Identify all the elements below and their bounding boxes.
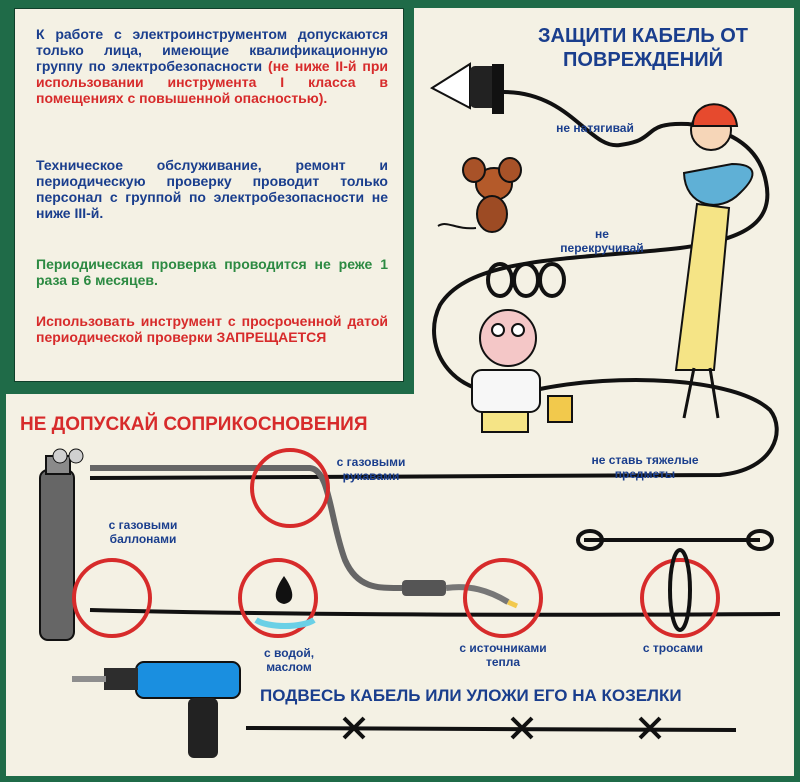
- boy-illustration: [472, 310, 572, 432]
- rule-expired-check: Использовать инструмент с просроченной датой периодической проверки ЗАПРЕЩАЕТСЯ: [36, 313, 388, 345]
- water-oil-label: с водой, маслом: [263, 646, 315, 674]
- cable-line: [90, 92, 777, 478]
- gas-cylinders-label: с газовыми баллонами: [108, 518, 178, 546]
- ropes-label: с тросами: [642, 641, 704, 655]
- protect-cable-title: ЗАЩИТИ КАБЕЛЬ ОТ ПОВРЕЖДЕНИЙ: [538, 25, 748, 71]
- no-twist-label: не перекручивай: [560, 227, 644, 255]
- drill-icon: [72, 662, 240, 758]
- mouse-illustration: [438, 158, 521, 232]
- heat-sources-label: с источниками тепла: [459, 641, 547, 669]
- gas-hoses-label: с газовыми рукавами: [336, 455, 406, 483]
- bottom-cable-line: [90, 610, 780, 615]
- rule-maintenance: Техническое обслуживание, ремонт и периодическую проверку проводит только персонал с группой по электробезопасности не ниже III-й.: [36, 157, 388, 221]
- water-drop-icon: [276, 576, 293, 604]
- rule-periodic-check: Периодическая проверка проводится не реже 1 раза в 6 месяцев.: [36, 256, 388, 288]
- rule-qualification-main: К работе с электроинструментом допускаются только лица, имеющие квалификационную группу по электробезопасности: [36, 26, 388, 74]
- rule-qualification-note: (не ниже II-й при использовании инструмента I класса в помещениях с повышенной опасностью).: [36, 58, 389, 106]
- no-stretch-label: не натягивай: [556, 121, 634, 135]
- no-heavy-label: не ставь тяжелые предметы: [591, 453, 699, 481]
- hang-cable-caption: ПОДВЕСЬ КАБЕЛЬ ИЛИ УЛОЖИ ЕГО НА КОЗЕЛКИ: [260, 686, 682, 705]
- water-oil-surface: [256, 620, 314, 626]
- torch-icon: [402, 580, 517, 606]
- no-contact-title: НЕ ДОПУСКАЙ СОПРИКОСНОВЕНИЯ: [20, 414, 368, 435]
- plug-icon: [432, 64, 504, 114]
- hanging-cable-line: [246, 728, 736, 730]
- woman-illustration: [676, 104, 752, 418]
